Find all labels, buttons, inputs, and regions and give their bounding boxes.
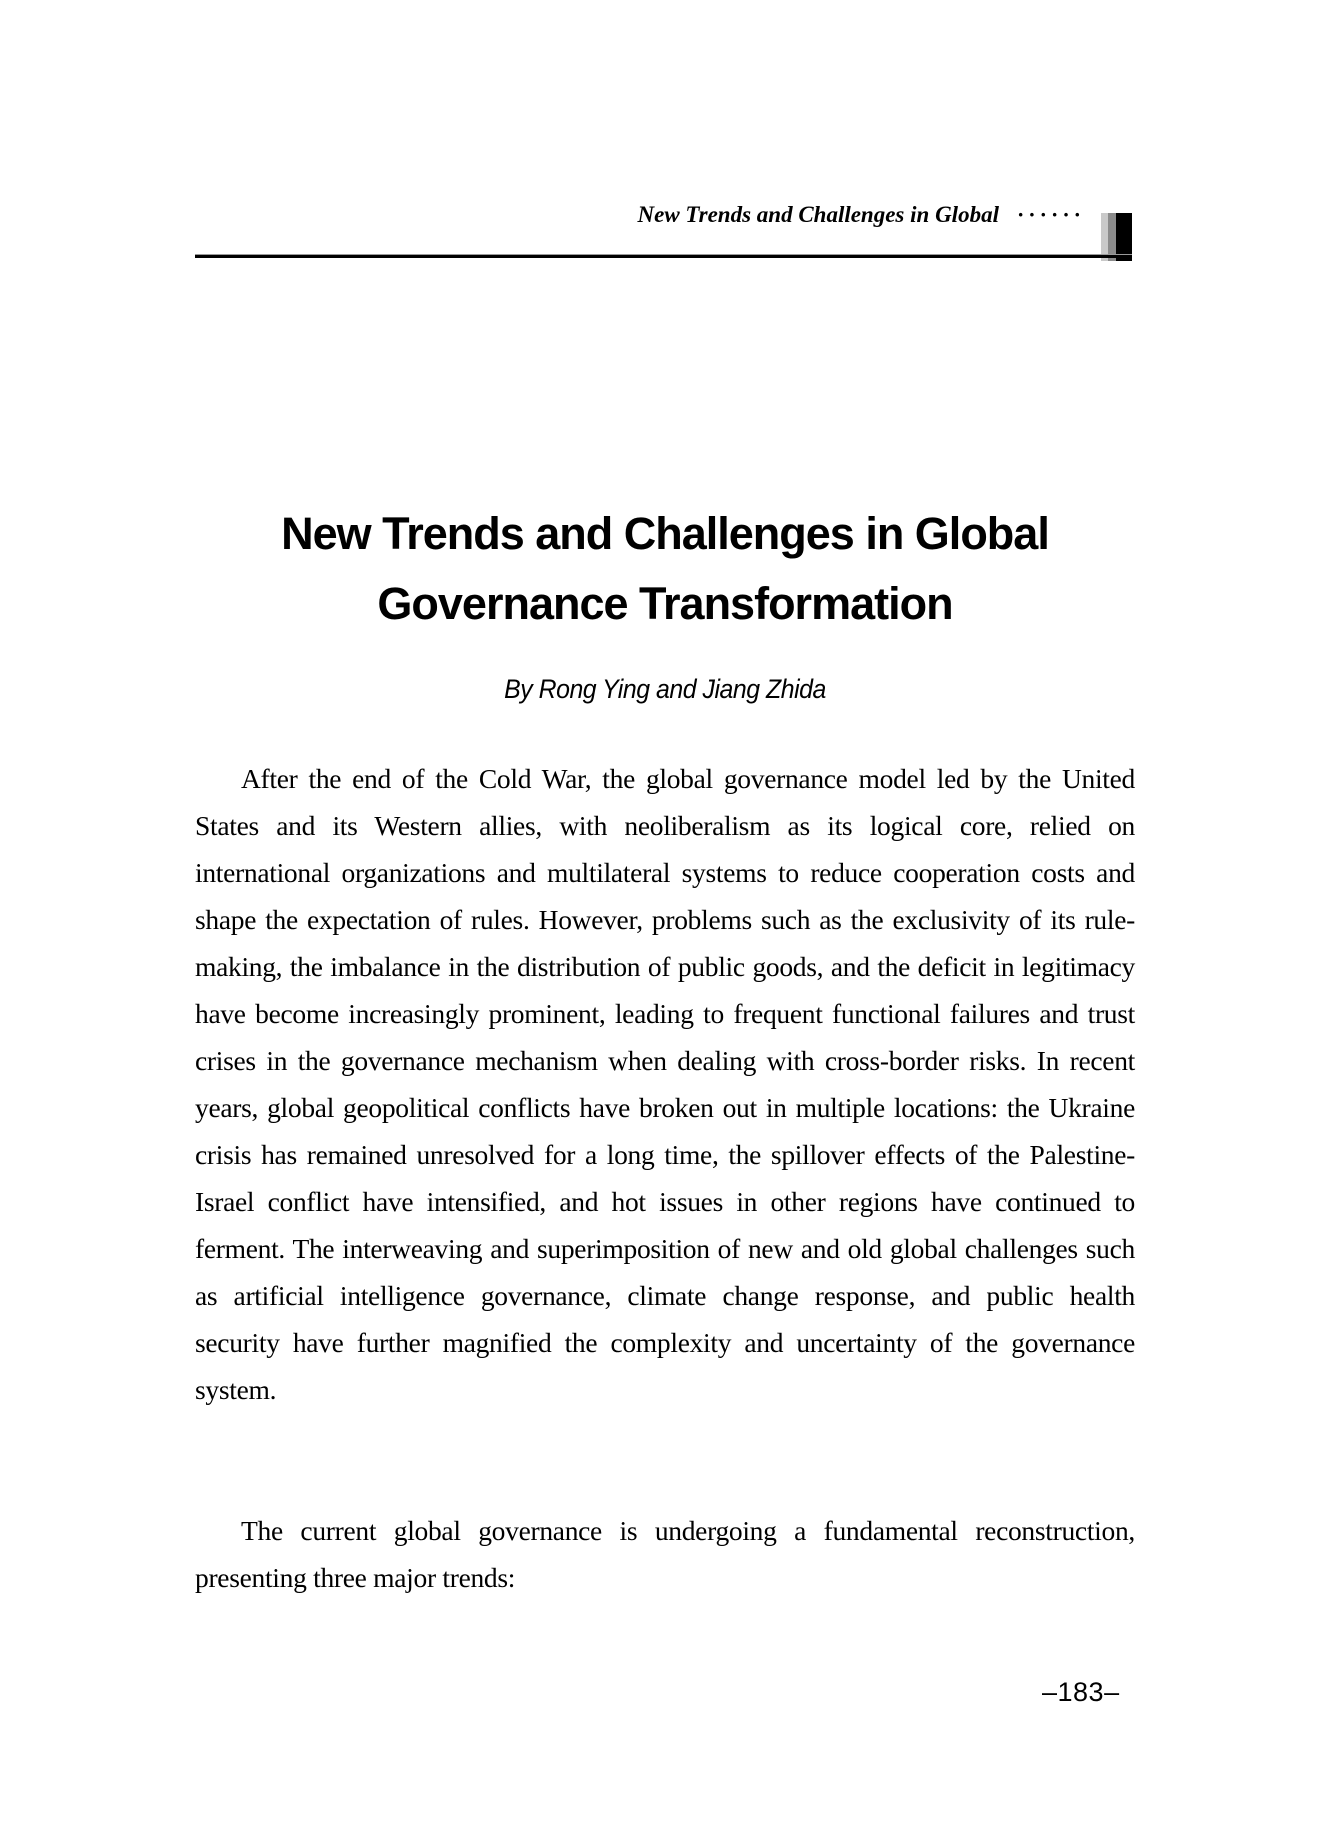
body-paragraph: After the end of the Cold War, the global governance model led by the United States and its Western allies, with neoliberalism as its logical core, relied on international organizations and multilateral systems to reduce cooperation costs and shape the expectation of rules. However, problems such as the exclusivity of its rule-making, the imbalance in the distribution of public goods, and the deficit in legitimacy have become increasingly prominent, leading to frequent functional failures and trust crises in the governance mechanism when dealing with cross-border risks. In recent years, global geopolitical conflicts have broken out in multiple locations: the Ukraine crisis has remained unresolved for a long time, the spillover effects of the Palestine-Israel conflict have intensified, and hot issues in other regions have continued to ferment. The interweaving and superimposition of new and old global challenges such as artificial intelligence governance, climate change response, and public health security have further magnified the complexity and uncertainty of the governance system. xyxy=(195,763,1135,1405)
running-header xyxy=(195,193,1085,237)
running-header-title: New Trends and Challenges in Global xyxy=(637,202,999,227)
article-title-line-1: New Trends and Challenges in Global xyxy=(281,508,1049,559)
article-title xyxy=(195,499,1135,639)
article-title-line-2: Governance Transformation xyxy=(377,578,953,629)
body-paragraph: The current global governance is undergoing a fundamental reconstruction, presenting three major trends: xyxy=(195,1515,1135,1593)
page-number: –183– xyxy=(1042,1677,1120,1707)
article-body xyxy=(195,755,1135,1601)
header-dots: ······ xyxy=(1016,202,1085,227)
header-rule xyxy=(195,254,1132,258)
byline: By Rong Ying and Jiang Zhida xyxy=(504,674,826,704)
